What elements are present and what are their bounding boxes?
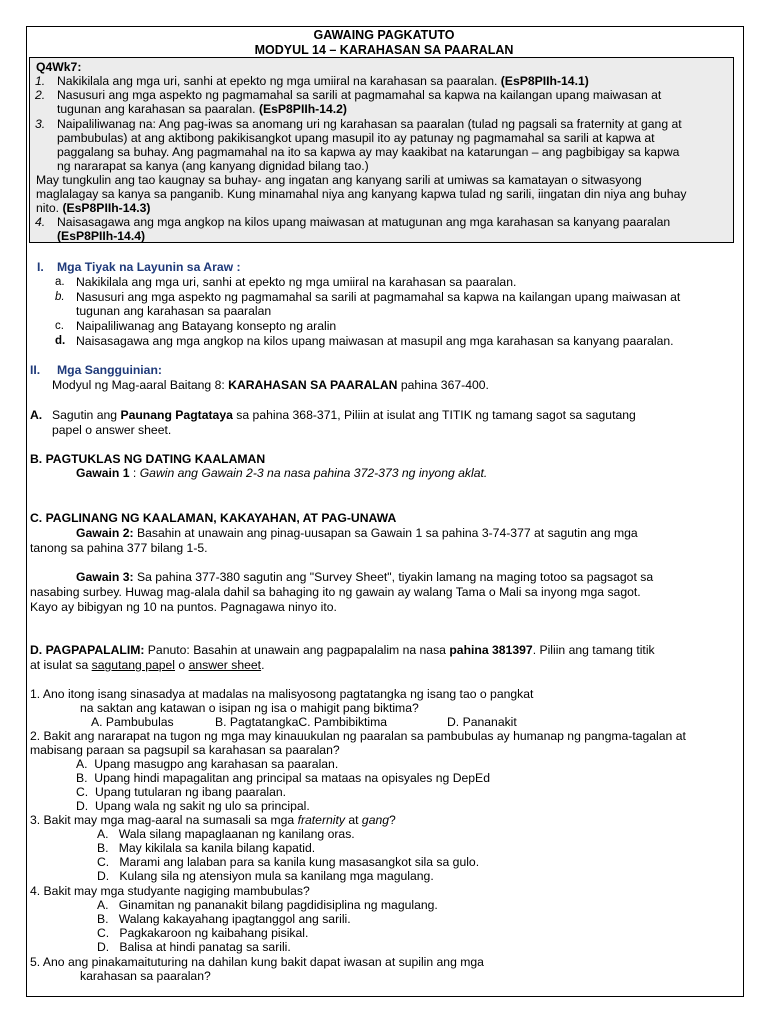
- objective-marker: 3.: [35, 117, 46, 131]
- section-a-text: papel o answer sheet.: [52, 423, 172, 437]
- question-3-option: B. May kikilala sa kanila bilang kapatid.: [97, 841, 316, 855]
- section-d-instruction: at isulat sa sagutang papel o answer sheet.: [30, 658, 265, 672]
- question-1: 1. Ano itong isang sinasadya at madalas na malisyosong pagtatangka ng isang tao o pangkat: [30, 687, 534, 701]
- gawain-2: Gawain 2: Basahin at unawain ang pinag-uusapan sa Gawain 1 sa pahina 3-74-377 at sagutin ang mga: [76, 526, 638, 540]
- question-1-option: D. Pananakit: [447, 715, 517, 729]
- objective-duty-line: maglalagay sa kanya sa panganib. Kung minamahal niya ang kanyang kapwa tulad ng sarili, iingatan din niya ang buhay: [36, 187, 687, 201]
- section-2-number: II.: [30, 363, 41, 377]
- question-3-option: D. Kulang sila ng atensiyon mula sa kanilang mga magulang.: [97, 869, 434, 883]
- objective-duty-line: nito. (EsP8PIIh-14.3): [36, 201, 151, 215]
- objective-4-tag: (EsP8PIIh-14.4): [57, 229, 146, 243]
- section-a-text: Sagutin ang Paunang Pagtataya sa pahina 368-371, Piliin at isulat ang TITIK ng tamang sagot sa sagutang: [52, 408, 636, 422]
- question-5: 5. Ano ang pinakamaituturing na dahilan kung bakit dapat iwasan at supilin ang mga: [30, 955, 484, 969]
- page-subtitle: MODYUL 14 – KARAHASAN SA PAARALAN: [254, 43, 514, 57]
- section-1-heading: Mga Tiyak na Layunin sa Araw :: [57, 260, 241, 274]
- daily-objective-a: Nakikilala ang mga uri, sanhi at epekto ng mga umiiral na karahasan sa paaralan.: [76, 275, 517, 289]
- question-1-option: A. Pambubulas: [91, 715, 174, 729]
- section-1-number: I.: [37, 260, 44, 274]
- page-title: GAWAING PAGKATUTO: [313, 28, 455, 42]
- daily-objective-c: Naipaliliwanag ang Batayang konsepto ng aralin: [76, 319, 337, 333]
- question-2-option: C. Upang tutularan ng ibang paaralan.: [76, 785, 287, 799]
- gawain-2-line: tanong sa pahina 377 bilang 1-5.: [30, 541, 208, 555]
- question-1-line: na saktan ang katawan o isipan ng isa o mahigit pang biktima?: [80, 701, 419, 715]
- objective-3-line: pambubulas) at ang aktibong pakikisangkot upang masupil ito ay patunay ng pagmamahal sa sarili at kapwa at: [57, 131, 655, 145]
- question-2-option: B. Upang hindi mapagalitan ang principal sa mataas na opisyales ng DepEd: [76, 771, 490, 785]
- section-d-heading: D. PAGPAPALALIM: Panuto: Basahin at unawain ang pagpapalalim na nasa pahina 381397. Piliin ang tamang titik: [30, 643, 655, 657]
- question-3-option: C. Marami ang lalaban para sa kanila kung masasangkot sila sa gulo.: [97, 855, 480, 869]
- daily-objective-b: tugunan ang karahasan sa paaralan: [76, 304, 272, 318]
- objective-1: Nakikilala ang mga uri, sanhi at epekto ng mga umiiral na karahasan sa paaralan. (EsP8PIIh-14.1): [57, 74, 589, 88]
- section-a-label: A.: [30, 408, 43, 422]
- question-4: 4. Bakit may mga studyante nagiging mambubulas?: [30, 884, 310, 898]
- objective-marker: 1.: [35, 74, 46, 88]
- section-b-heading: B. PAGTUKLAS NG DATING KAALAMAN: [30, 452, 266, 466]
- objective-3-line: ng nararapat sa kanya (ang kanyang dignidad bilang tao.): [57, 159, 369, 173]
- question-4-option: D. Balisa at hindi panatag sa sarili.: [97, 940, 291, 954]
- question-4-option: B. Walang kakayahang ipagtanggol ang sarili.: [97, 912, 351, 926]
- question-5-line: karahasan sa paaralan?: [80, 969, 211, 983]
- question-1-option: B. PagtatangkaC. Pambibiktima: [215, 715, 388, 729]
- gawain-3: Gawain 3: Sa pahina 377-380 sagutin ang "Survey Sheet", tiyakin lamang na maging totoo sa pagsagot sa: [76, 570, 654, 584]
- objective-4-line: Naisasagawa ang mga angkop na kilos upang maiwasan at matugunan ang mga karahasan sa kanyang paaralan: [57, 215, 671, 229]
- objective-duty-line: May tungkulin ang tao kaugnay sa buhay- ang ingatan ang kanyang sarili at umiwas sa kamatayan o sitwasyong: [36, 173, 642, 187]
- gawain-3-line: nasabing surbey. Huwag mag-alala dahil sa bahaging ito ng gawain ay walang Tama o Mali sa inyong mga sagot.: [30, 585, 641, 599]
- question-2: 2. Bakit ang nararapat na tugon ng mga may kinauukulan ng paaralan sa pambubulas ay humanap ng pangma-tagalan at: [30, 729, 686, 743]
- objective-2-line: Nasusuri ang mga aspekto ng pagmamahal sa sarili at pagmamahal sa kapwa na kailangan upang maiwasan at: [57, 88, 662, 102]
- list-marker: b.: [55, 291, 65, 303]
- daily-objective-d: Naisasagawa ang mga angkop na kilos upang maiwasan at masupil ang mga karahasan sa kanyang paaralan.: [76, 334, 674, 348]
- answer-sheet-link: answer sheet: [188, 658, 262, 672]
- objective-marker: 4.: [35, 215, 46, 229]
- question-3-option: A. Wala silang mapaglaanan ng kanilang oras.: [97, 827, 355, 841]
- list-marker: a.: [55, 276, 65, 288]
- question-4-option: C. Pagkakaroon ng kaibahang pisikal.: [97, 926, 309, 940]
- question-3: 3. Bakit may mga mag-aaral na sumasali sa mga fraternity at gang?: [30, 813, 396, 827]
- quarter-week-code: Q4Wk7:: [36, 60, 82, 74]
- reference-text: Modyul ng Mag-aaral Baitang 8: KARAHASAN SA PAARALAN pahina 367-400.: [52, 378, 489, 392]
- objective-3-line: paggalang sa buhay. Ang pagmamahal na ito sa kapwa ay may kaakibat na katarungan – ang pagbibigay sa kapwa: [57, 145, 680, 159]
- question-2-option: D. Upang wala ng sakit ng ulo sa principal.: [76, 799, 310, 813]
- objective-3-line: Naipaliliwanag na: Ang pag-iwas sa anomang uri ng karahasan sa paaralan (tulad ng pagsali sa fraternity at gang at: [57, 117, 682, 131]
- list-marker: c.: [55, 320, 64, 332]
- list-marker: d.: [55, 335, 66, 347]
- section-c-heading: C. PAGLINANG NG KAALAMAN, KAKAYAHAN, AT PAG-UNAWA: [30, 511, 397, 525]
- question-2-option: A. Upang masugpo ang karahasan sa paaralan.: [76, 757, 339, 771]
- daily-objective-b: Nasusuri ang mga aspekto ng pagmamahal sa sarili at pagmamahal sa kapwa na kailangan upang maiwasan at: [76, 290, 681, 304]
- gawain-1: Gawain 1 : Gawin ang Gawain 2-3 na nasa pahina 372-373 ng inyong aklat.: [76, 466, 488, 480]
- objective-2-line: tugunan ang karahasan sa paaralan. (EsP8PIIh-14.2): [57, 102, 347, 116]
- section-2-heading: Mga Sangguinian:: [57, 363, 162, 377]
- question-4-option: A. Ginamitan ng pananakit bilang pagdidisiplina ng magulang.: [97, 898, 438, 912]
- objective-marker: 2.: [35, 88, 46, 102]
- gawain-3-line: Kayo ay bibigyan ng 10 na puntos. Pagnagawa ninyo ito.: [30, 600, 337, 614]
- sagutang-papel-link: sagutang papel: [91, 658, 176, 672]
- question-2-line: mabisang paraan sa pagsupil sa karahasan sa paaralan?: [30, 743, 340, 757]
